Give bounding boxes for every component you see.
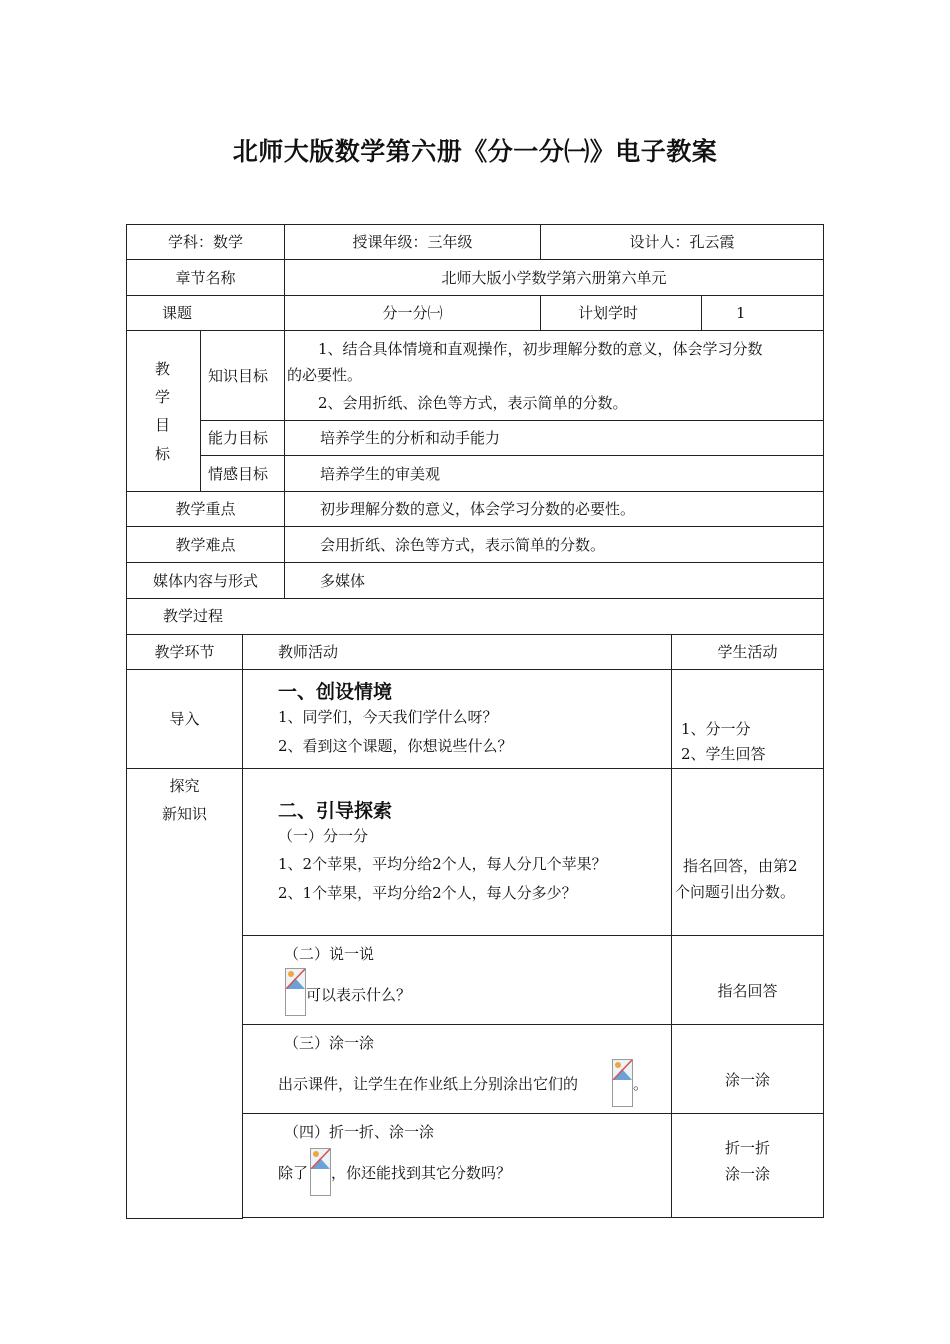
part4-text-post: ，你还能找到其它分数吗？ <box>331 1164 512 1182</box>
fraction-picture <box>612 1059 633 1107</box>
fraction-image-icon <box>311 1149 330 1169</box>
part2-text: 可以表示什么？ <box>306 986 412 1004</box>
part2-student: 指名回答 <box>717 982 778 1000</box>
part1-question-1: 1、2个苹果，平均分给2个人，每人分几个苹果？ <box>278 855 607 873</box>
intro-question-2: 2、看到这个课题，你想说些什么？ <box>278 737 513 755</box>
goals-label-char: 标 <box>155 445 171 463</box>
fraction-picture <box>310 1148 331 1196</box>
part3-student: 涂一涂 <box>724 1071 770 1089</box>
lesson-label: 课题 <box>162 304 193 322</box>
ability-goal-value: 培养学生的分析和动手能力 <box>320 429 501 447</box>
part4-title: （四）折一折、涂一涂 <box>284 1123 435 1141</box>
part3-text-end: 。 <box>633 1075 649 1093</box>
knowledge-goal-line2: 2、会用折纸、涂色等方式，表示简单的分数。 <box>318 394 628 412</box>
part1-question-2: 2、1个苹果，平均分给2个人，每人分多少？ <box>278 884 577 902</box>
media-value: 多媒体 <box>320 572 366 590</box>
fraction-picture <box>285 968 306 1016</box>
hours-value: 1 <box>736 304 746 322</box>
col-student-header: 学生活动 <box>717 643 778 661</box>
difficulty-value: 会用折纸、涂色等方式，表示简单的分数。 <box>320 536 606 554</box>
goals-label-char: 目 <box>155 416 171 434</box>
knowledge-goal-label: 知识目标 <box>208 367 269 385</box>
key-point-value: 初步理解分数的意义，体会学习分数的必要性。 <box>320 500 636 518</box>
grade-cell: 授课年级：三年级 <box>352 233 473 251</box>
ability-goal-label: 能力目标 <box>208 429 269 447</box>
part2-title: （二）说一说 <box>284 945 375 963</box>
part4-student-line2: 涂一涂 <box>724 1165 770 1183</box>
knowledge-goal-line1-cont: 的必要性。 <box>287 366 363 384</box>
intro-question-1: 1、同学们，今天我们学什么呀？ <box>278 708 498 726</box>
intro-stage: 导入 <box>169 710 200 728</box>
part1-student-line1: 指名回答，由第2 <box>683 857 798 875</box>
intro-student-1: 1、分一分 <box>681 720 751 738</box>
col-teacher-header: 教师活动 <box>278 643 339 661</box>
part4-text-pre: 除了 <box>278 1164 309 1182</box>
goals-label-char: 学 <box>155 388 171 406</box>
chapter-value: 北师大版小学数学第六册第六单元 <box>441 269 667 287</box>
lesson-value: 分一分㈠ <box>382 304 443 322</box>
part1-student-line2: 个问题引出分数。 <box>675 883 796 901</box>
emotion-goal-value: 培养学生的审美观 <box>320 465 441 483</box>
part3-title: （三）涂一涂 <box>284 1034 375 1052</box>
designer-cell: 设计人：孔云霞 <box>629 233 735 251</box>
subject-cell: 学科：数学 <box>167 233 243 251</box>
process-label: 教学过程 <box>163 607 224 625</box>
document-title: 北师大版数学第六册《分一分㈠》电子教案 <box>232 137 718 166</box>
media-label: 媒体内容与形式 <box>152 572 258 590</box>
emotion-goal-label: 情感目标 <box>208 465 269 483</box>
explore-stage-line1: 探究 <box>169 777 200 795</box>
intro-heading: 一、创设情境 <box>278 681 393 703</box>
part1-title: （一）分一分 <box>278 827 369 845</box>
explore-stage-line2: 新知识 <box>161 805 207 823</box>
chapter-label: 章节名称 <box>175 269 236 287</box>
hours-label: 计划学时 <box>578 304 639 322</box>
part4-student-line1: 折一折 <box>724 1139 770 1157</box>
goals-label-char: 教 <box>155 360 171 378</box>
difficulty-label: 教学难点 <box>175 536 236 554</box>
key-point-label: 教学重点 <box>175 500 236 518</box>
fraction-image-icon <box>286 969 305 989</box>
explore-heading: 二、引导探索 <box>278 800 393 822</box>
knowledge-goal-line1: 1、结合具体情境和直观操作，初步理解分数的意义，体会学习分数 <box>318 340 763 358</box>
part3-text: 出示课件，让学生在作业纸上分别涂出它们的 <box>278 1075 579 1093</box>
intro-student-2: 2、学生回答 <box>681 745 766 763</box>
fraction-image-icon <box>613 1060 632 1080</box>
col-stage-header: 教学环节 <box>154 643 215 661</box>
